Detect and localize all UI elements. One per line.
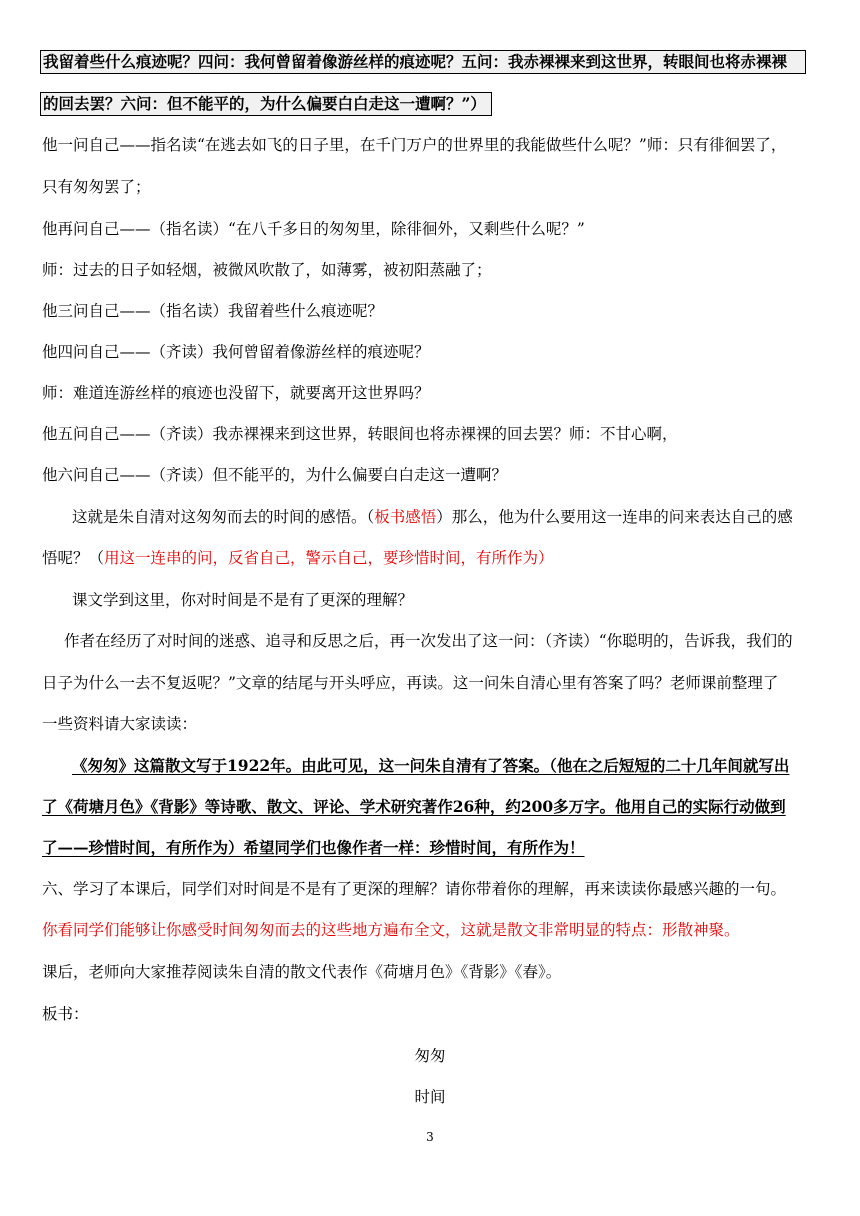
text-line: 只有匆匆罢了； [42,178,151,196]
red-annotation: 用这一连串的问，反省自己，警示自己，要珍惜时间，有所作为） [104,549,554,567]
recommendation-line: 课后，老师向大家推荐阅读朱自清的散文代表作《荷塘月色》《背影》《春》。 [42,963,562,981]
paragraph-line: 一些资料请大家读读： [42,715,198,733]
text-line: 他一问自己——指名读“在逃去如飞的日子里，在千门万户的世界里的我能做些什么呢？”师：只有徘徊罢了， [42,136,787,154]
text-span: ）那么，他为什么要用这一连串的问来表达自己的感 [436,508,793,526]
paragraph-line: 课文学到这里，你对时间是不是有了更深的理解？ [72,591,414,609]
paragraph-line: 日子为什么一去不复返呢？”文章的结尾与开头呼应，再读。这一问朱自清心里有答案了吗？老师课前整理了 [42,674,779,692]
underlined-info-line: 了《荷塘月色》《背影》等诗歌、散文、评论、学术研究著作26种，约200多万字。他用自己的实际行动做到 [42,797,786,816]
board-label: 板书： [42,1005,89,1023]
red-annotation: 板书感悟 [374,508,437,526]
text-line: 他六问自己——（齐读）但不能平的，为什么偏要白白走这一遭啊？ [42,466,508,484]
text-line: 他三问自己——（指名读）我留着些什么痕迹呢？ [42,302,384,320]
text-line: 他再问自己——（指名读）“在八千多日的匆匆里，除徘徊外，又剩些什么呢？” [42,220,585,238]
underlined-info-line: 了——珍惜时间，有所作为）希望同学们也像作者一样：珍惜时间，有所作为！ [42,838,585,857]
text-line: 师：难道连游丝样的痕迹也没留下，就要离开这世界吗？ [42,384,430,402]
text-span: 这就是朱自清对这匆匆而去的时间的感悟。（ [72,508,375,526]
text-line: 师：过去的日子如轻烟，被微风吹散了，如薄雾，被初阳蒸融了； [42,261,492,279]
text-line: 他五问自己——（齐读）我赤裸裸来到这世界，转眼间也将赤裸裸的回去罢？师：不甘心啊， [42,425,678,443]
section-six-line: 六、学习了本课后，同学们对时间是不是有了更深的理解？请你带着你的理解，再来读读你最感兴趣的一句。 [42,880,787,898]
underlined-info-line: 《匆匆》这篇散文写于1922年。由此可见，这一问朱自清有了答案。（他在之后短短的二十几年间就写出 [72,756,790,775]
text-line: 他四问自己——（齐读）我何曾留着像游丝样的痕迹呢？ [42,343,430,361]
page-number: 3 [426,1130,434,1144]
board-subtitle: 时间 [414,1088,446,1106]
paragraph-line: 作者在经历了对时间的迷惑、追寻和反思之后，再一次发出了这一问：（齐读）“你聪明的，告诉我，我们的 [64,632,793,650]
paragraph-line [72,506,832,528]
board-title: 匆匆 [414,1047,446,1065]
text-span: 悟呢？（ [42,549,105,567]
paragraph-line [42,547,822,569]
red-summary-line: 你看同学们能够让你感受时间匆匆而去的这些地方遍布全文，这就是散文非常明显的特点：形散神聚。 [42,921,740,939]
highlighted-quote-line-1: 我留着些什么痕迹呢？四问：我何曾留着像游丝样的痕迹呢？五问：我赤裸裸来到这世界，转眼间也将赤裸裸 [40,50,806,74]
highlighted-quote-line-2: 的回去罢？六问：但不能平的，为什么偏要白白走这一遭啊？”） [40,92,492,116]
